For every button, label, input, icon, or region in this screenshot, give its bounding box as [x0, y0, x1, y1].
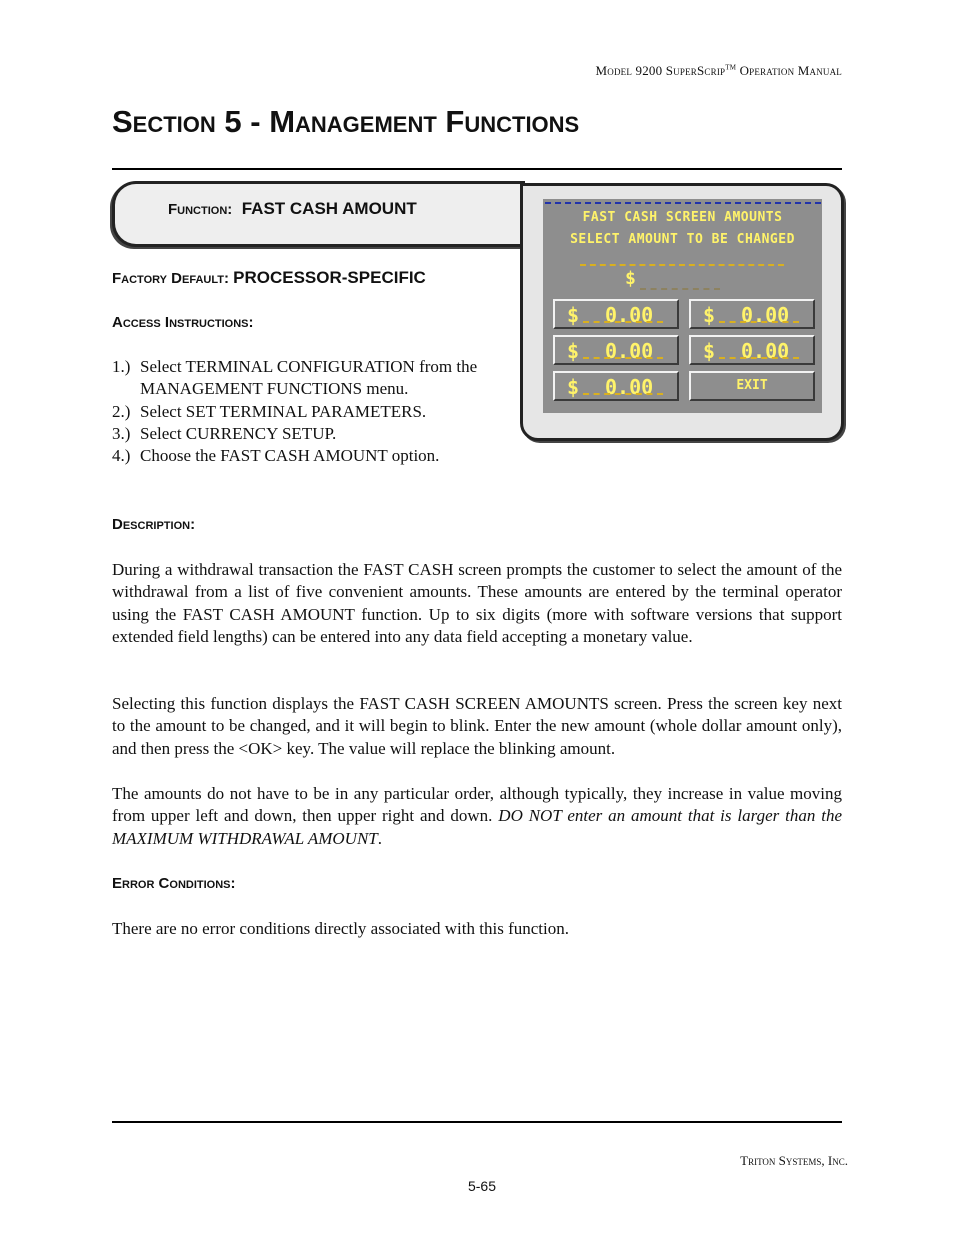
paragraph-text: The amounts do not have to be in any particular order, although typically, they increase in value moving from upper left and down, then upper right and down. — [112, 784, 842, 826]
currency-symbol: $ — [703, 339, 716, 363]
function-value: FAST CASH AMOUNT — [241, 199, 417, 218]
step-text: Select SET TERMINAL PARAMETERS. — [140, 401, 427, 421]
top-rule — [112, 168, 842, 170]
description-paragraph-3 — [112, 783, 842, 850]
trademark-mark: TM — [725, 63, 737, 72]
step-text: Select CURRENCY SETUP. — [140, 423, 337, 443]
screen-entry-field — [640, 288, 720, 290]
screen-entry-underscore — [580, 264, 784, 266]
company-name: Triton Systems, Inc. — [740, 1153, 848, 1168]
list-item — [112, 401, 522, 423]
screen-top-line — [545, 202, 821, 204]
error-conditions-text: There are no error conditions directly associated with this function. — [112, 919, 569, 938]
fast-cash-amount-button-3[interactable] — [553, 371, 679, 401]
amount-underscore — [583, 321, 663, 323]
function-label: Function: — [168, 201, 233, 218]
screen-entry-symbol: $ — [625, 268, 636, 289]
currency-symbol: $ — [567, 375, 580, 399]
amount-value: 0.00 — [741, 339, 790, 363]
step-number: 4.) — [112, 446, 131, 466]
factory-default-value: PROCESSOR-SPECIFIC — [233, 268, 426, 287]
manual-title: Model 9200 SuperScrip — [595, 63, 726, 78]
factory-default-label: Factory Default: — [112, 270, 229, 287]
page-number: 5-65 — [467, 1178, 497, 1194]
warning-text: DO NOT enter an amount that is larger than the MAXIMUM WITHDRAWAL AMOUNT — [112, 806, 842, 848]
list-item — [112, 445, 522, 467]
amount-value: 0.00 — [605, 339, 654, 363]
list-item — [112, 423, 522, 445]
fast-cash-amount-button-4[interactable] — [689, 299, 815, 329]
amount-underscore — [719, 321, 799, 323]
description-paragraph-1: During a withdrawal transaction the FAST CASH screen prompts the customer to select the amount of the withdrawal from a list of five convenient amounts. These amounts are entered by the terminal operator using the FAST CASH AMOUNT function. Up to six digits (more with software versions that support extended field lengths) can be entered into any data field accepting a monetary value. — [112, 560, 842, 646]
fast-cash-amount-button-2[interactable] — [553, 335, 679, 365]
screen-title-line1: FAST CASH SCREEN AMOUNTS — [582, 210, 783, 225]
amount-underscore — [719, 357, 799, 359]
fast-cash-amount-button-5[interactable] — [689, 335, 815, 365]
exit-button[interactable]: EXIT — [689, 371, 815, 401]
amount-value: 0.00 — [605, 375, 654, 399]
list-item — [112, 356, 522, 401]
bottom-rule — [112, 1121, 842, 1123]
paragraph-end: . — [377, 828, 382, 848]
step-number: 2.) — [112, 401, 131, 421]
access-steps-list — [112, 356, 522, 467]
step-text: Choose the FAST CASH AMOUNT option. — [140, 446, 440, 466]
description-heading: Description: — [112, 516, 196, 533]
function-name — [168, 199, 417, 219]
currency-symbol: $ — [567, 303, 580, 327]
amount-underscore — [583, 393, 663, 395]
step-number: 3.) — [112, 423, 131, 443]
error-conditions-heading: Error Conditions: — [112, 875, 236, 892]
step-text: Select TERMINAL CONFIGURATION from the MANAGEMENT FUNCTIONS menu. — [140, 357, 478, 399]
screen-title-line2: SELECT AMOUNT TO BE CHANGED — [570, 232, 795, 247]
fast-cash-amount-button-1[interactable] — [553, 299, 679, 329]
section-title: Section 5 - Management Functions — [112, 104, 580, 139]
amount-value: 0.00 — [741, 303, 790, 327]
factory-default-heading — [112, 268, 426, 288]
manual-header — [596, 63, 843, 79]
currency-symbol: $ — [567, 339, 580, 363]
currency-symbol: $ — [703, 303, 716, 327]
amount-underscore — [583, 357, 663, 359]
step-number: 1.) — [112, 357, 131, 376]
amount-value: 0.00 — [605, 303, 654, 327]
access-instructions-heading: Access Instructions: — [112, 314, 254, 331]
description-paragraph-2: Selecting this function displays the FAST CASH SCREEN AMOUNTS screen. Press the screen key next to the amount to be changed, and it will begin to blink. Enter the new amount (whole dollar amount only), and then press the <OK> key. The value will replace the blinking amount. — [112, 694, 842, 758]
manual-title-suffix: Operation Manual — [736, 63, 842, 78]
